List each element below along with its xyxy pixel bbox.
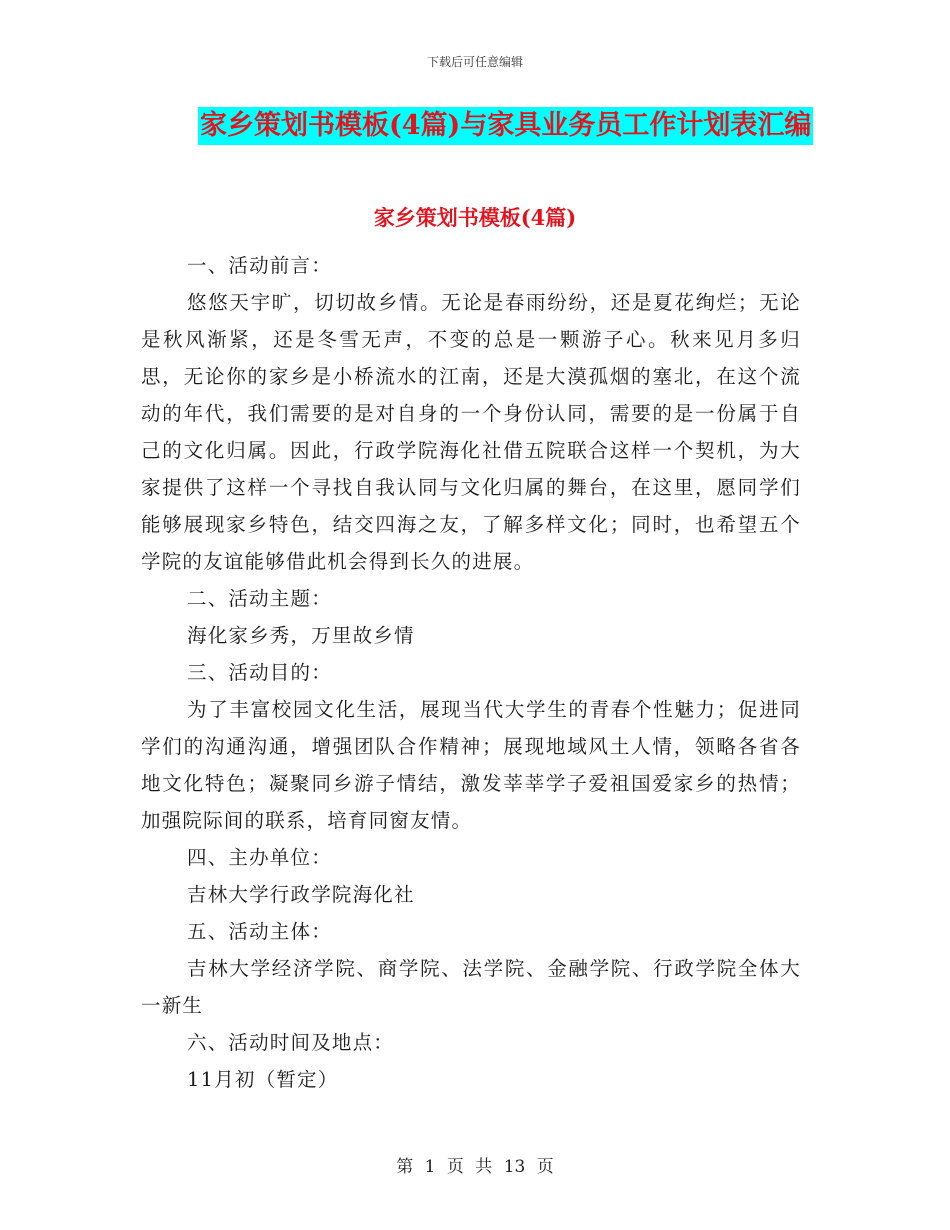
heading-activity-purpose: 三、活动目的：	[187, 661, 332, 684]
paragraph-preface: 悠悠天宇旷，切切故乡情。无论是春雨纷纷，还是夏花绚烂；无论是秋风渐紧，还是冬雪无声，不变的总是一颗游子心。秋来见月多归思，无论你的家乡是小桥流水的江南，还是大漠孤烟的塞北，在这个流动的年代，我们需要的是对自身的一个身份认同，需要的是一份属于自己的文化归属。因此，行政学院海化社借五院联合这样一个契机，为大家提供了这样一个寻找自我认同与文化归属的舞台，在这里，愿同学们能够展现家乡特色，结交四海之友，了解多样文化；同时，也希望五个学院的友谊能够借此机会得到长久的进展。	[141, 291, 801, 573]
footer-suffix: 页	[536, 1157, 554, 1177]
paragraph-purpose: 为了丰富校园文化生活，展现当代大学生的青春个性魅力；促进同学们的沟通沟通，增强团队合作精神；展现地域风土人情，领略各省各地文化特色；凝聚同乡游子情结，激发莘莘学子爱祖国爱家乡的热情；加强院际间的联系，培育同窗友情。	[141, 698, 801, 832]
header-note: 下载后可任意编辑	[426, 55, 523, 69]
heading-organizer: 四、主办单位：	[187, 846, 332, 869]
section-title: 家乡策划书模板(4篇)	[373, 205, 577, 230]
paragraph-theme: 海化家乡秀，万里故乡情	[187, 624, 415, 647]
paragraph-organizer: 吉林大学行政学院海化社	[187, 883, 415, 906]
heading-time-place: 六、活动时间及地点：	[187, 1031, 395, 1054]
main-title-container	[198, 107, 813, 145]
heading-participants: 五、活动主体：	[187, 920, 332, 943]
paragraph-participants: 吉林大学经济学院、商学院、法学院、金融学院、行政学院全体大一新生	[141, 957, 801, 1017]
main-title: 家乡策划书模板(4篇)与家具业务员工作计划表汇编	[198, 107, 813, 145]
page-footer	[0, 1152, 950, 1177]
paragraph-time: 11月初（暂定）	[187, 1068, 339, 1091]
footer-prefix: 第	[396, 1157, 414, 1177]
footer-page-number: 1	[424, 1157, 436, 1177]
body-text	[141, 247, 801, 1098]
footer-mid: 页 共	[446, 1157, 493, 1177]
heading-activity-theme: 二、活动主题：	[187, 587, 332, 610]
heading-activity-preface: 一、活动前言：	[187, 254, 332, 277]
footer-total-pages: 13	[503, 1157, 526, 1177]
